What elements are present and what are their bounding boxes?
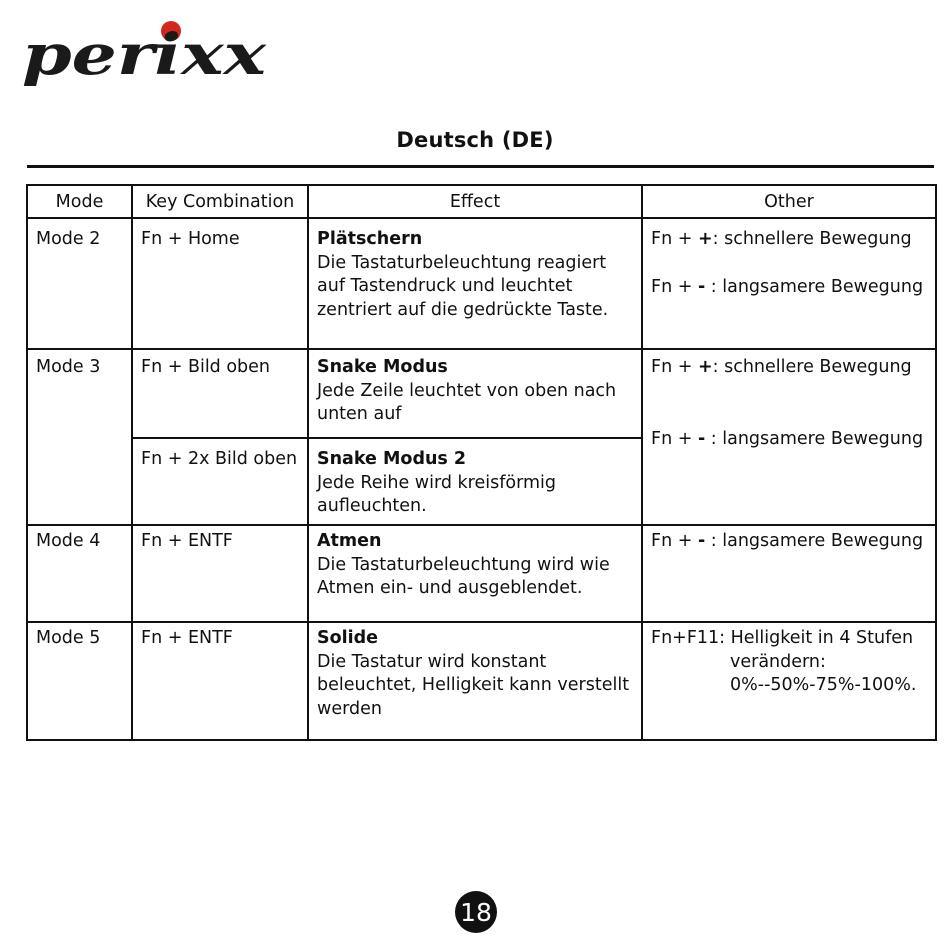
effect-description: Die Tastatur wird konstant beleuchtet, Helligkeit kann verstellt werden bbox=[317, 651, 630, 719]
mode-table bbox=[26, 184, 937, 741]
header-mode: Mode bbox=[27, 185, 132, 218]
speed-up-hint: Fn + +: schnellere Bewegung bbox=[651, 229, 912, 249]
table-header-row bbox=[27, 185, 936, 218]
table-row bbox=[27, 349, 936, 438]
effect-cell bbox=[308, 622, 642, 740]
effect-cell bbox=[308, 525, 642, 622]
effect-title: Snake Modus 2 bbox=[317, 449, 467, 469]
brightness-hint: Fn+F11: Helligkeit in 4 Stufen bbox=[651, 628, 914, 648]
mode-cell: Mode 4 bbox=[27, 525, 132, 622]
brightness-hint-cont: verändern: bbox=[730, 651, 826, 672]
header-key-combination: Key Combination bbox=[132, 185, 308, 218]
table-row bbox=[27, 525, 936, 622]
table-row bbox=[27, 218, 936, 349]
brightness-levels: 0%--50%-75%-100%. bbox=[730, 675, 917, 695]
effect-cell bbox=[308, 349, 642, 438]
header-effect: Effect bbox=[308, 185, 642, 218]
other-cell bbox=[642, 622, 936, 740]
header-other: Other bbox=[642, 185, 936, 218]
page-number: 18 bbox=[460, 898, 492, 927]
mode-cell: Mode 5 bbox=[27, 622, 132, 740]
slow-down-hint: Fn + - : langsamere Bewegung bbox=[651, 531, 924, 551]
speed-up-hint: Fn + +: schnellere Bewegung bbox=[651, 357, 912, 377]
mode-cell: Mode 2 bbox=[27, 218, 132, 349]
other-cell bbox=[642, 349, 936, 525]
other-cell bbox=[642, 525, 936, 622]
effect-description: Die Tastaturbeleuchtung wird wie Atmen ein- und ausgeblendet. bbox=[317, 554, 610, 598]
key-cell: Fn + ENTF bbox=[132, 525, 308, 622]
effect-title: Solide bbox=[317, 628, 379, 648]
mode-cell: Mode 3 bbox=[27, 349, 132, 525]
slow-down-hint: Fn + - : langsamere Bewegung bbox=[651, 276, 924, 297]
page-title: Deutsch (DE) bbox=[396, 128, 554, 152]
title-divider bbox=[27, 165, 934, 168]
key-cell: Fn + ENTF bbox=[132, 622, 308, 740]
effect-title: Snake Modus bbox=[317, 357, 448, 377]
effect-description: Die Tastaturbeleuchtung reagiert auf Tastendruck und leuchtet zentriert auf die gedrückte Taste. bbox=[317, 252, 609, 320]
perixx-logo bbox=[20, 18, 270, 92]
logo-wordmark: perixx bbox=[22, 22, 267, 88]
effect-title: Atmen bbox=[317, 531, 382, 551]
page-number-badge bbox=[454, 890, 498, 934]
table-row bbox=[27, 622, 936, 740]
effect-cell bbox=[308, 218, 642, 349]
effect-title: Plätschern bbox=[317, 229, 423, 249]
key-cell: Fn + Home bbox=[132, 218, 308, 349]
slow-down-hint: Fn + - : langsamere Bewegung bbox=[651, 428, 924, 449]
effect-cell bbox=[308, 438, 642, 525]
key-cell: Fn + 2x Bild oben bbox=[132, 438, 308, 525]
effect-description: Jede Zeile leuchtet von oben nach unten auf bbox=[317, 380, 617, 424]
key-cell: Fn + Bild oben bbox=[132, 349, 308, 438]
effect-description: Jede Reihe wird kreisförmig aufleuchten. bbox=[317, 472, 556, 516]
other-cell bbox=[642, 218, 936, 349]
